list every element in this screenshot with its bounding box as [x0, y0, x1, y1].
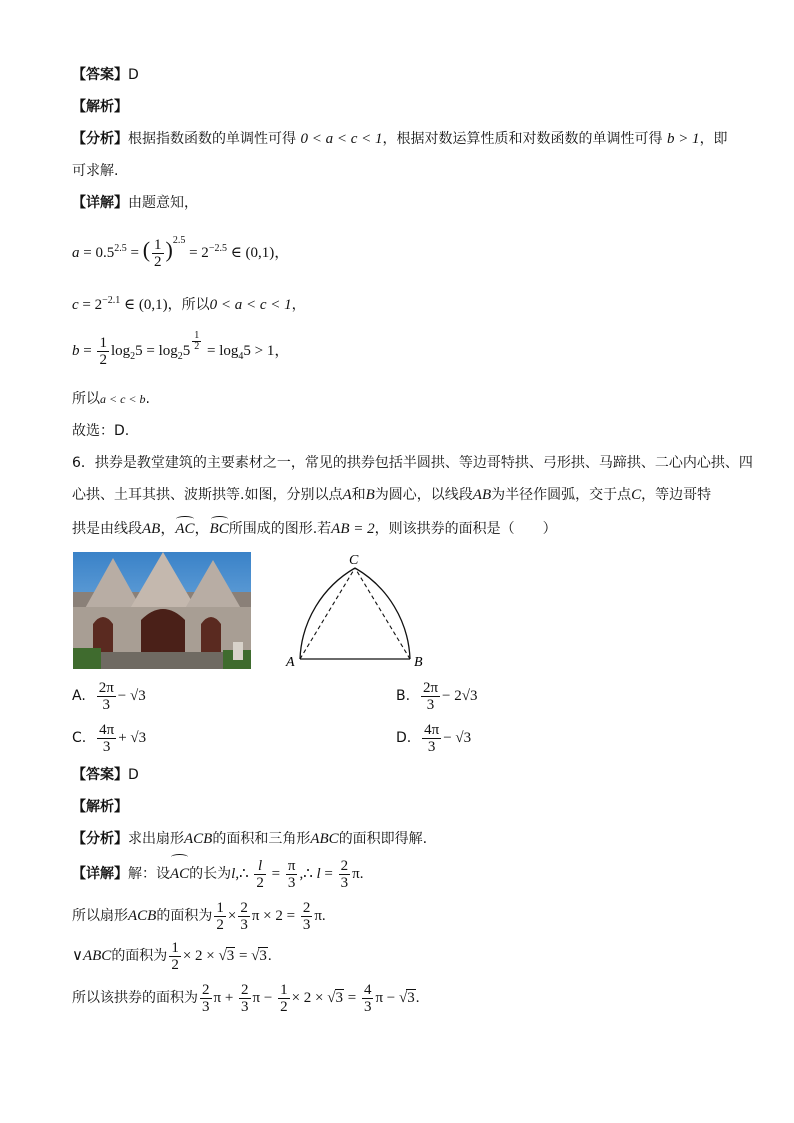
q6-final-line: 所以该拱券的面积为 $\frac{2}{3}$ π + $\frac{2}{3}$ π − $\frac{1}{2}$ × 2 × √3 = $\frac{4}{3}$ π − √3. — [72, 981, 420, 1015]
q5-fenxi-line1 — [72, 128, 728, 150]
segment-label: AB — [142, 521, 161, 537]
xiangjie-tag: 【详解】 — [72, 195, 128, 211]
option-label: D. — [396, 730, 412, 746]
stem-text: 拱是由线段 — [72, 521, 142, 537]
label-a: A — [286, 655, 295, 670]
analysis-tag: 【解析】 — [72, 99, 128, 115]
so-text: . — [145, 391, 150, 407]
stem-text: 和 — [351, 487, 366, 503]
xiangjie-text: 解：设 — [128, 866, 170, 882]
formula-b: b = $\frac{1}{2}$ $\log_25 = \log_25$ $\frac{1}{2}$ = $\log_45 > 1$， — [72, 329, 290, 368]
option-num: 2π — [98, 679, 114, 696]
xiangjie-text: 由题意知， — [128, 195, 198, 211]
q6-answer-line — [72, 764, 139, 786]
sector-text: 所以扇形 — [72, 908, 128, 924]
q5-analysis-tag — [72, 96, 128, 118]
arch-diagram — [282, 548, 432, 672]
fenxi-text: 的面积和三角形 — [212, 831, 311, 847]
sector-label: ACB — [128, 908, 157, 924]
q5-fenxi-line2 — [72, 160, 118, 182]
segment-label: AB — [472, 487, 492, 503]
answer-value: D — [128, 67, 139, 83]
formula-c: $c = 2^{-2.1}$ ∈ (0,1)，所以0 < a < c < 1， — [72, 295, 306, 313]
q6-triangle-line: ∨ABC的面积为 $\frac{1}{2}$ × 2 × √3 = √3. — [72, 939, 272, 973]
stem-text: 心拱、土耳其拱、波斯拱等.如图，分别以点 — [72, 487, 343, 503]
church-photo-svg — [73, 552, 251, 669]
q5-so-line — [72, 388, 150, 410]
option-rest: + √3 — [118, 730, 147, 746]
triangle-label: ABC — [310, 831, 339, 847]
q5-answer-line — [72, 64, 139, 86]
option-label: B. — [396, 688, 411, 704]
so-text: 所以 — [72, 391, 100, 407]
option-d[interactable] — [396, 720, 471, 756]
xiangjie-tag: 【详解】 — [72, 866, 128, 882]
option-den: 3 — [426, 696, 435, 713]
final-text: 所以该拱券的面积为 — [72, 990, 198, 1006]
fenxi-text: 求出扇形 — [128, 831, 184, 847]
stem-text: ，等边哥特 — [641, 487, 712, 503]
arc-label: AC — [170, 856, 189, 892]
option-label: C. — [72, 730, 87, 746]
sector-label: ACB — [184, 831, 213, 847]
q6-stem-line2 — [72, 484, 711, 506]
formula-ineq: 0 < a < c < 1 — [209, 297, 292, 313]
arc-label: AC — [175, 518, 194, 540]
answer-value: D — [128, 767, 139, 783]
q5-choice-line — [72, 420, 129, 442]
stem-text: 为圆心，以线段 — [374, 487, 473, 503]
answer-tag: 【答案】 — [72, 767, 128, 783]
fenxi-tag: 【分析】 — [72, 831, 128, 847]
answer-tag: 【答案】 — [72, 67, 128, 83]
option-den: 3 — [102, 738, 111, 755]
fenxi-text: ，根据对数运算性质和对数函数的单调性可得 — [382, 131, 663, 147]
stem-text: 为半径作圆弧，交于点 — [491, 487, 632, 503]
dashed-bc — [355, 568, 410, 659]
stem-text: 所围成的图形.若 — [228, 521, 332, 537]
triangle-text: 的面积为 — [111, 948, 168, 964]
option-num: 4π — [424, 721, 440, 738]
q6-stem-line3: 拱是由线段AB，AC，BC所围成的图形.若AB = 2，则该拱券的面积是（ ） — [72, 518, 557, 540]
xiangjie-text: 的长为 — [189, 866, 232, 882]
fenxi-tag: 【分析】 — [72, 131, 128, 147]
point-label: C — [631, 487, 642, 503]
choice-text: 故选：D. — [72, 423, 130, 439]
formula-text: ，所以 — [167, 297, 210, 313]
option-b[interactable] — [396, 678, 478, 714]
q6-analysis-tag — [72, 796, 128, 818]
q6-xiangjie-line: 【详解】解：设AC的长为l,∴ $\frac{l}{2}$ = $\frac{\pi}{3}$ ,∴ l = $\frac{2}{3}$ π. — [72, 857, 364, 891]
q6-stem-line1 — [72, 452, 753, 474]
option-num: 4π — [99, 721, 115, 738]
arc-label: BC — [210, 518, 229, 540]
inequality-acc: 0 < a < c < 1 — [300, 131, 383, 147]
point-label: A — [342, 487, 352, 503]
sector-text: 的面积为 — [156, 908, 213, 924]
option-c[interactable] — [72, 720, 146, 756]
option-label: A. — [72, 688, 86, 704]
option-rest: − 2√3 — [442, 688, 478, 704]
q6-fenxi-line — [72, 828, 427, 850]
option-num: 2π — [422, 679, 439, 696]
option-rest: − √3 — [117, 688, 146, 704]
so-expr: a < c < b — [100, 392, 146, 406]
formula-text: ， — [291, 297, 306, 313]
dashed-ac — [300, 568, 355, 659]
option-a[interactable] — [72, 678, 146, 714]
fenxi-text: ，即 — [699, 131, 728, 147]
church-photo — [73, 552, 251, 669]
label-c: C — [349, 553, 359, 568]
inequality-b: b > 1 — [666, 131, 700, 147]
stem-text: ，则该拱券的面积是（ ） — [374, 521, 557, 537]
fenxi-text: 的面积即得解. — [338, 831, 428, 847]
analysis-tag: 【解析】 — [72, 799, 128, 815]
stem-text: 6．拱券是教堂建筑的主要素材之一，常见的拱券包括半圆拱、等边哥特拱、弓形拱、马蹄拱、二心内心拱、四 — [72, 455, 753, 471]
fenxi-text: 根据指数函数的单调性可得 — [128, 131, 296, 147]
point-label: B — [365, 487, 375, 503]
condition-expr: AB = 2 — [331, 521, 375, 537]
label-b: B — [414, 655, 423, 670]
triangle-label: ∨ABC — [72, 948, 112, 964]
option-den: 3 — [427, 738, 436, 755]
formula-a: $a = 0.5^{2.5}$ = ( $\frac{1}{2}$ )$^{2.5} = 2^{-2.5}$ ∈ (0,1)， — [72, 235, 290, 270]
option-den: 3 — [102, 696, 110, 713]
fenxi-text: 可求解. — [72, 163, 119, 179]
q6-sector-line: 所以扇形ACB的面积为 $\frac{1}{2}$ × $\frac{2}{3}$ π × 2 = $\frac{2}{3}$ π. — [72, 899, 326, 933]
q5-xiangjie-line — [72, 192, 198, 214]
option-rest: − √3 — [443, 730, 472, 746]
